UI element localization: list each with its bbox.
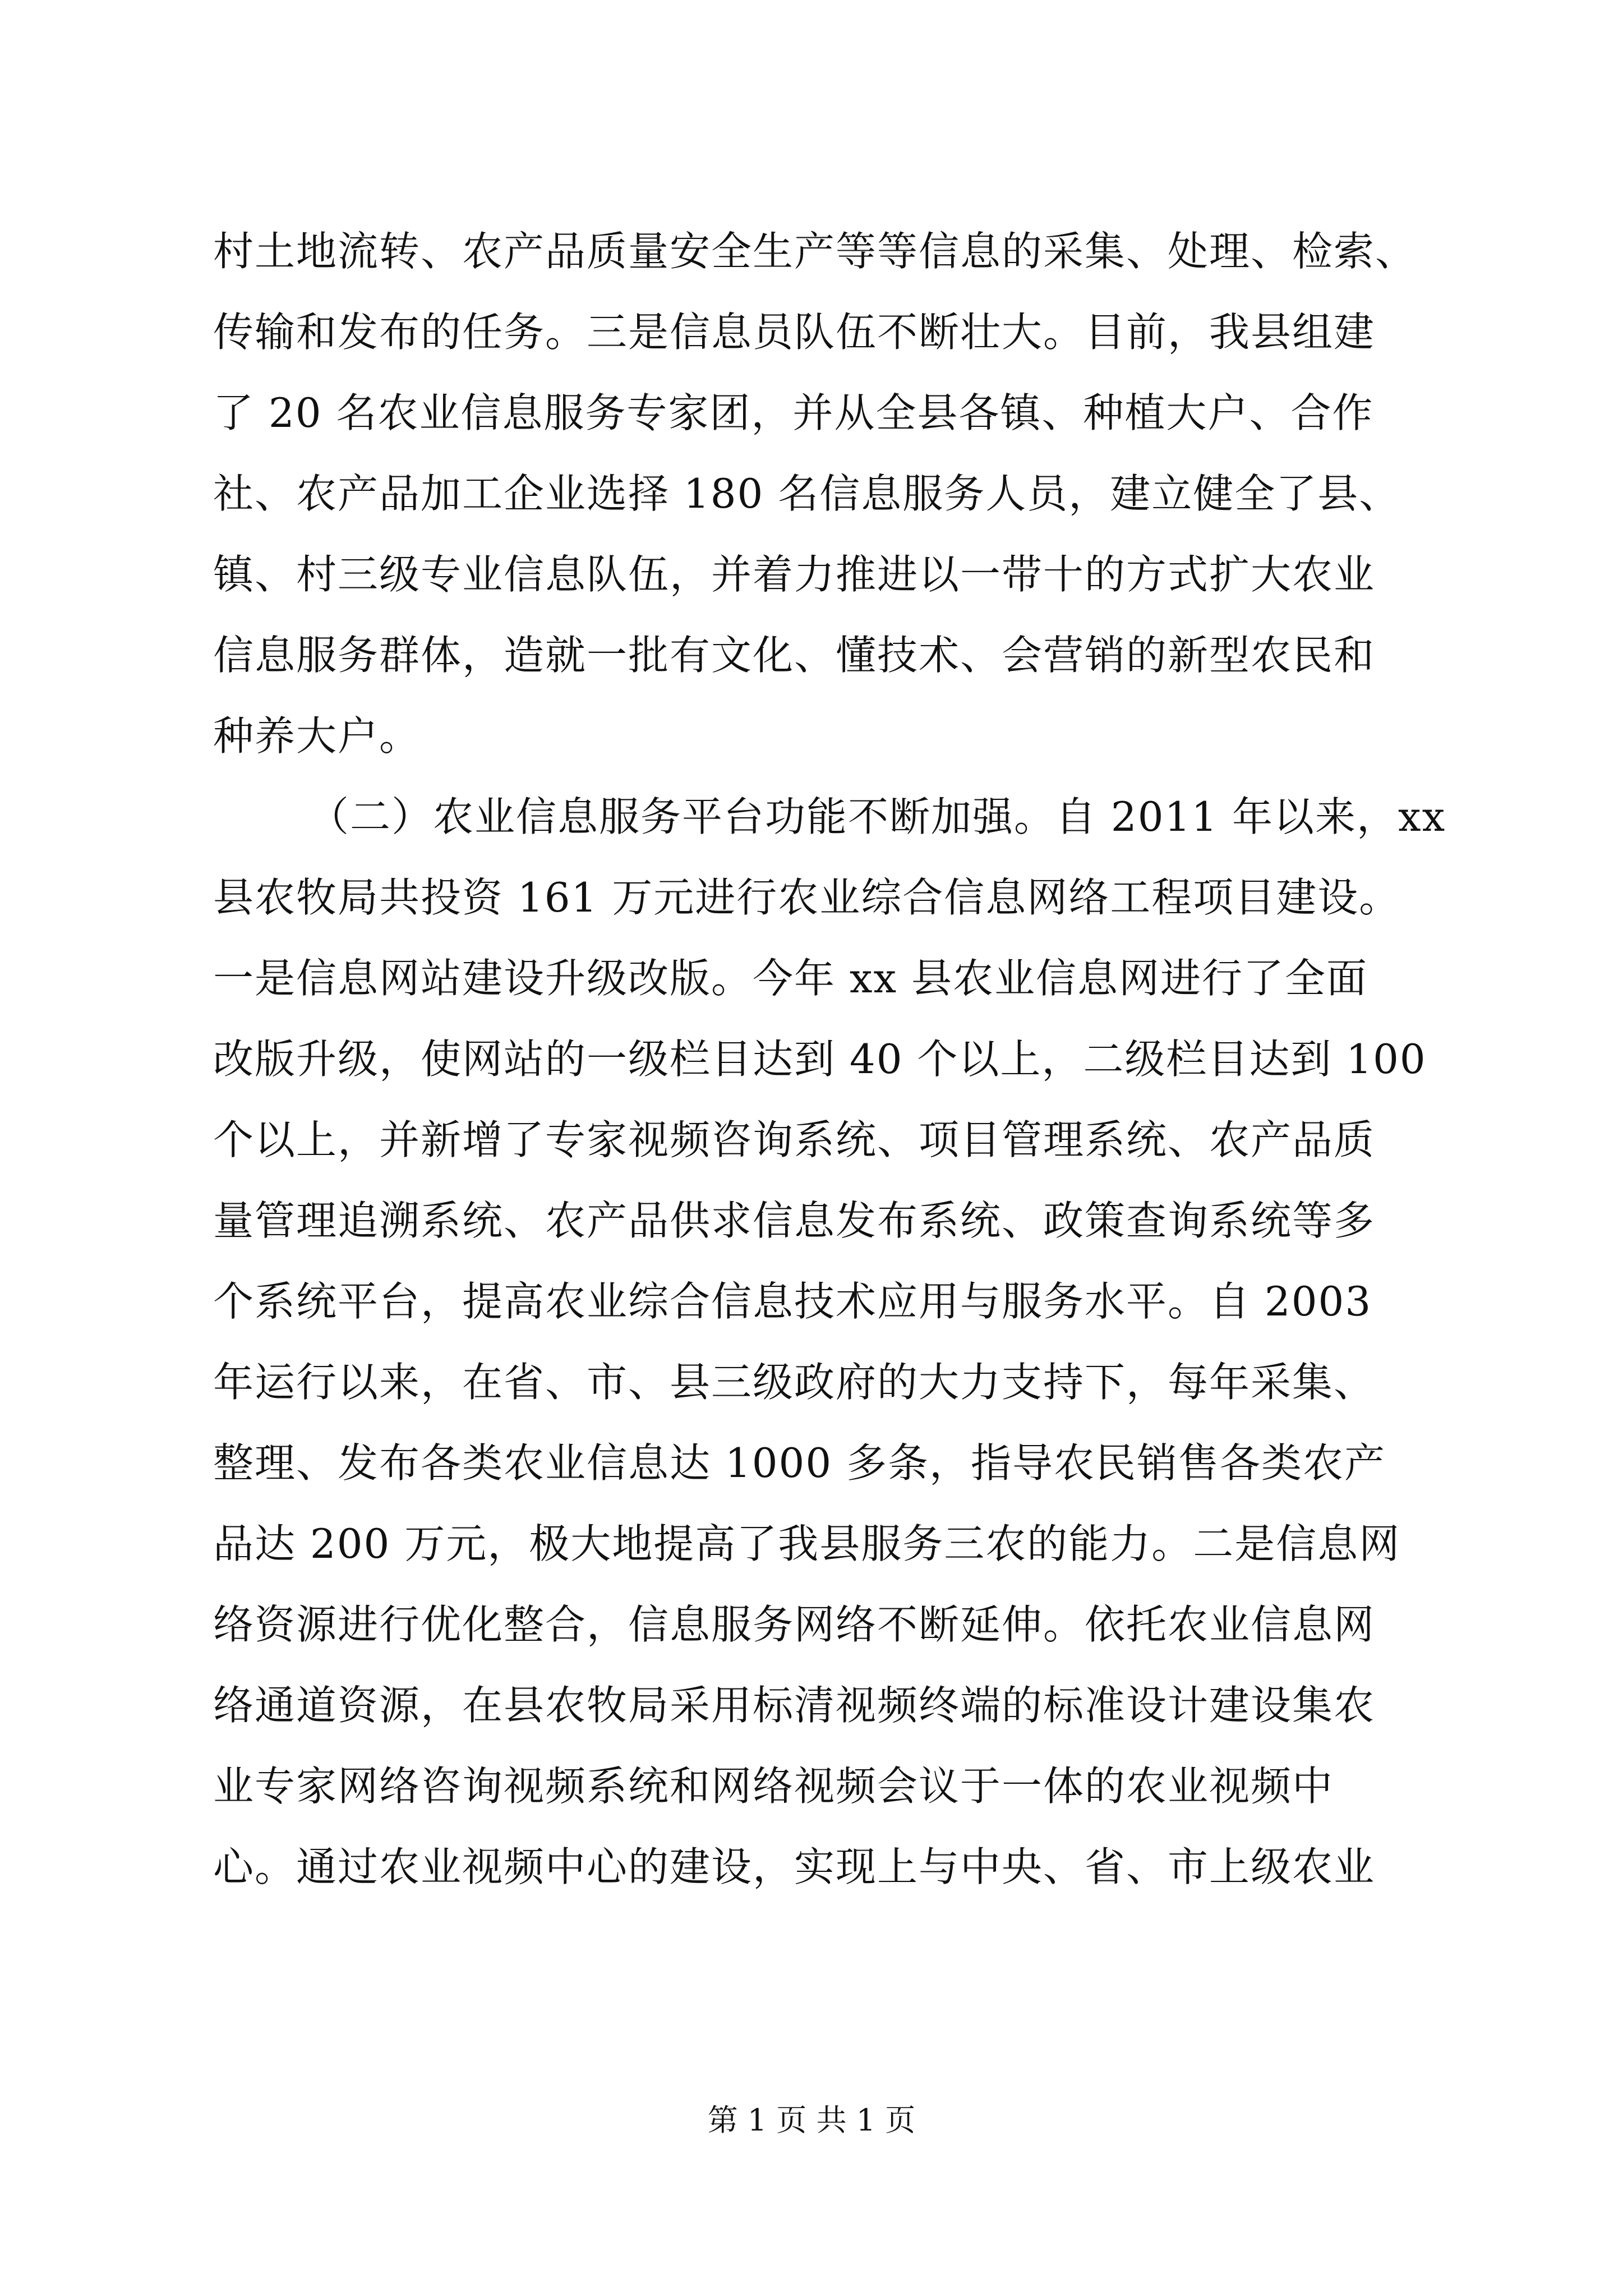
text-line-13: 量管理追溯系统、农产品供求信息发布系统、政策查询系统等多 [213,1197,1376,1244]
text-line-20: 业专家网络咨询视频系统和网络视频会议于一体的农业视频中 [213,1763,1334,1810]
text-line-9: 县农牧局共投资 161 万元进行农业综合信息网络工程项目建设。 [213,874,1401,921]
text-line-21: 心。通过农业视频中心的建设，实现上与中央、省、市上级农业 [213,1843,1376,1890]
text-line-3: 了 20 名农业信息服务专家团，并从全县各镇、种植大户、合作 [213,389,1374,436]
text-line-5: 镇、村三级专业信息队伍，并着力推进以一带十的方式扩大农业 [213,551,1376,598]
text-line-2: 传输和发布的任务。三是信息员队伍不断壮大。目前，我县组建 [213,309,1376,356]
text-line-15: 年运行以来，在省、市、县三级政府的大力支持下，每年采集、 [213,1359,1376,1406]
page-footer [0,2101,1623,2140]
text-line-7: 种养大户。 [213,712,421,760]
text-line-19: 络通道资源，在县农牧局采用标清视频终端的标准设计建设集农 [213,1682,1376,1729]
text-line-16: 整理、发布各类农业信息达 1000 多条，指导农民销售各类农产 [213,1439,1386,1487]
text-line-4: 社、农产品加工企业选择 180 名信息服务人员，建立健全了县、 [213,470,1401,517]
text-line-14: 个系统平台，提高农业综合信息技术应用与服务水平。自 2003 [213,1278,1372,1325]
text-line-12: 个以上，并新增了专家视频咨询系统、项目管理系统、农产品质 [213,1116,1376,1163]
text-line-6: 信息服务群体，造就一批有文化、懂技术、会营销的新型农民和 [213,632,1376,679]
text-line-18: 络资源进行优化整合，信息服务网络不断延伸。依托农业信息网 [213,1601,1376,1648]
page-number-label: 第 1 页 共 1 页 [707,2102,916,2138]
text-line-17: 品达 200 万元，极大地提高了我县服务三农的能力。二是信息网 [213,1520,1401,1567]
text-line-1: 村土地流转、农产品质量安全生产等等信息的采集、处理、检索、 [213,228,1417,275]
section-heading-line: （二）农业信息服务平台功能不断加强。自 2011 年以来，xx [308,793,1446,840]
text-line-11: 改版升级，使网站的一级栏目达到 40 个以上，二级栏目达到 100 [213,1036,1427,1083]
text-line-10: 一是信息网站建设升级改版。今年 xx 县农业信息网进行了全面 [213,955,1368,1002]
